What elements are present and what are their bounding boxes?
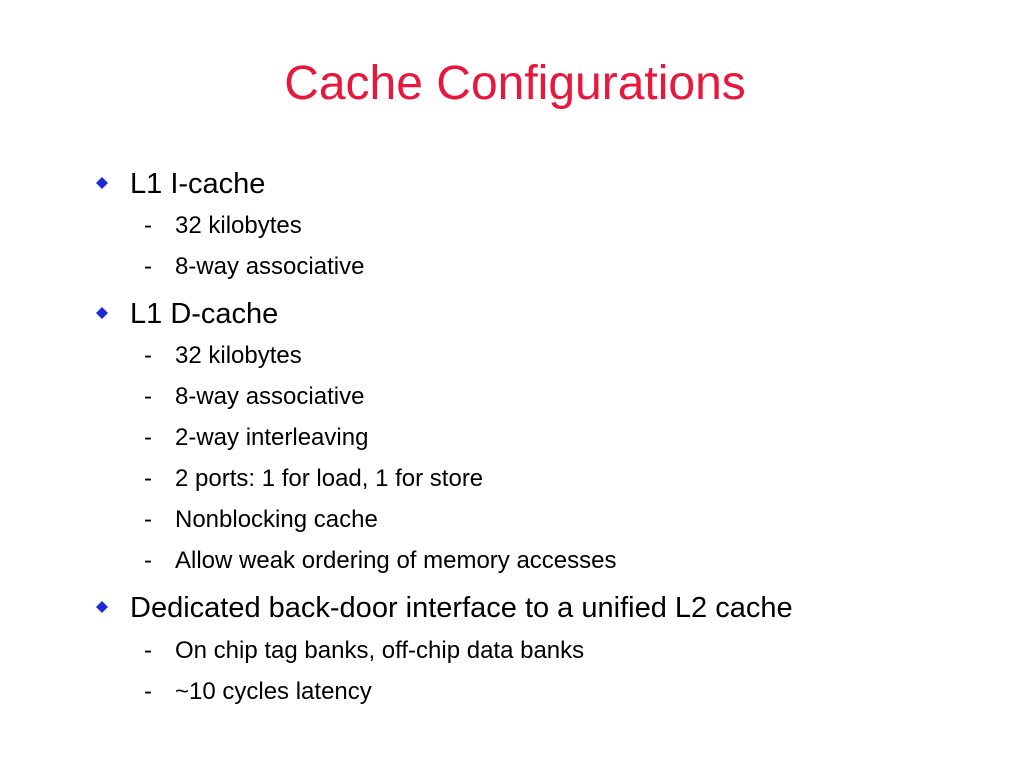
dash-marker: -	[144, 506, 152, 533]
sub-item	[0, 636, 1000, 668]
sub-item	[0, 464, 1000, 496]
sub-item-label: 2-way interleaving	[175, 424, 369, 451]
dash-marker: -	[144, 637, 152, 664]
sub-item	[0, 505, 1000, 537]
sub-item	[0, 546, 1000, 578]
sub-item-label: 8-way associative	[175, 253, 365, 280]
bullet-item-l1-icache	[0, 166, 1000, 206]
sub-item-label: Nonblocking cache	[175, 506, 378, 533]
dash-marker: -	[144, 547, 152, 574]
bullet-label: Dedicated back-door interface to a unified L2 cache	[130, 592, 793, 624]
diamond-icon	[96, 601, 108, 613]
sub-item-label: 2 ports: 1 for load, 1 for store	[175, 465, 484, 492]
sub-item	[0, 252, 1000, 284]
diamond-icon	[96, 307, 108, 319]
sub-item	[0, 677, 1000, 709]
sub-item-label: 8-way associative	[175, 383, 365, 410]
slide-title: Cache Configurations	[284, 57, 746, 110]
dash-marker: -	[144, 342, 152, 369]
dash-marker: -	[144, 212, 152, 239]
sub-item	[0, 341, 1000, 373]
bullet-item-l1-dcache	[0, 296, 1000, 336]
bullet-item-l2-interface	[0, 590, 1000, 630]
sub-item	[0, 211, 1000, 243]
bullet-label: L1 I-cache	[130, 168, 266, 200]
sub-item-label: On chip tag banks, off-chip data banks	[175, 637, 585, 664]
sub-item	[0, 423, 1000, 455]
dash-marker: -	[144, 253, 152, 280]
dash-marker: -	[144, 424, 152, 451]
sub-item-label: Allow weak ordering of memory accesses	[175, 547, 617, 574]
sub-item	[0, 382, 1000, 414]
bullet-label: L1 D-cache	[130, 298, 279, 330]
sub-item-label: ~10 cycles latency	[175, 678, 372, 705]
sub-item-label: 32 kilobytes	[175, 342, 302, 369]
diamond-icon	[96, 177, 108, 189]
dash-marker: -	[144, 383, 152, 410]
dash-marker: -	[144, 465, 152, 492]
dash-marker: -	[144, 678, 152, 705]
sub-item-label: 32 kilobytes	[175, 212, 302, 239]
